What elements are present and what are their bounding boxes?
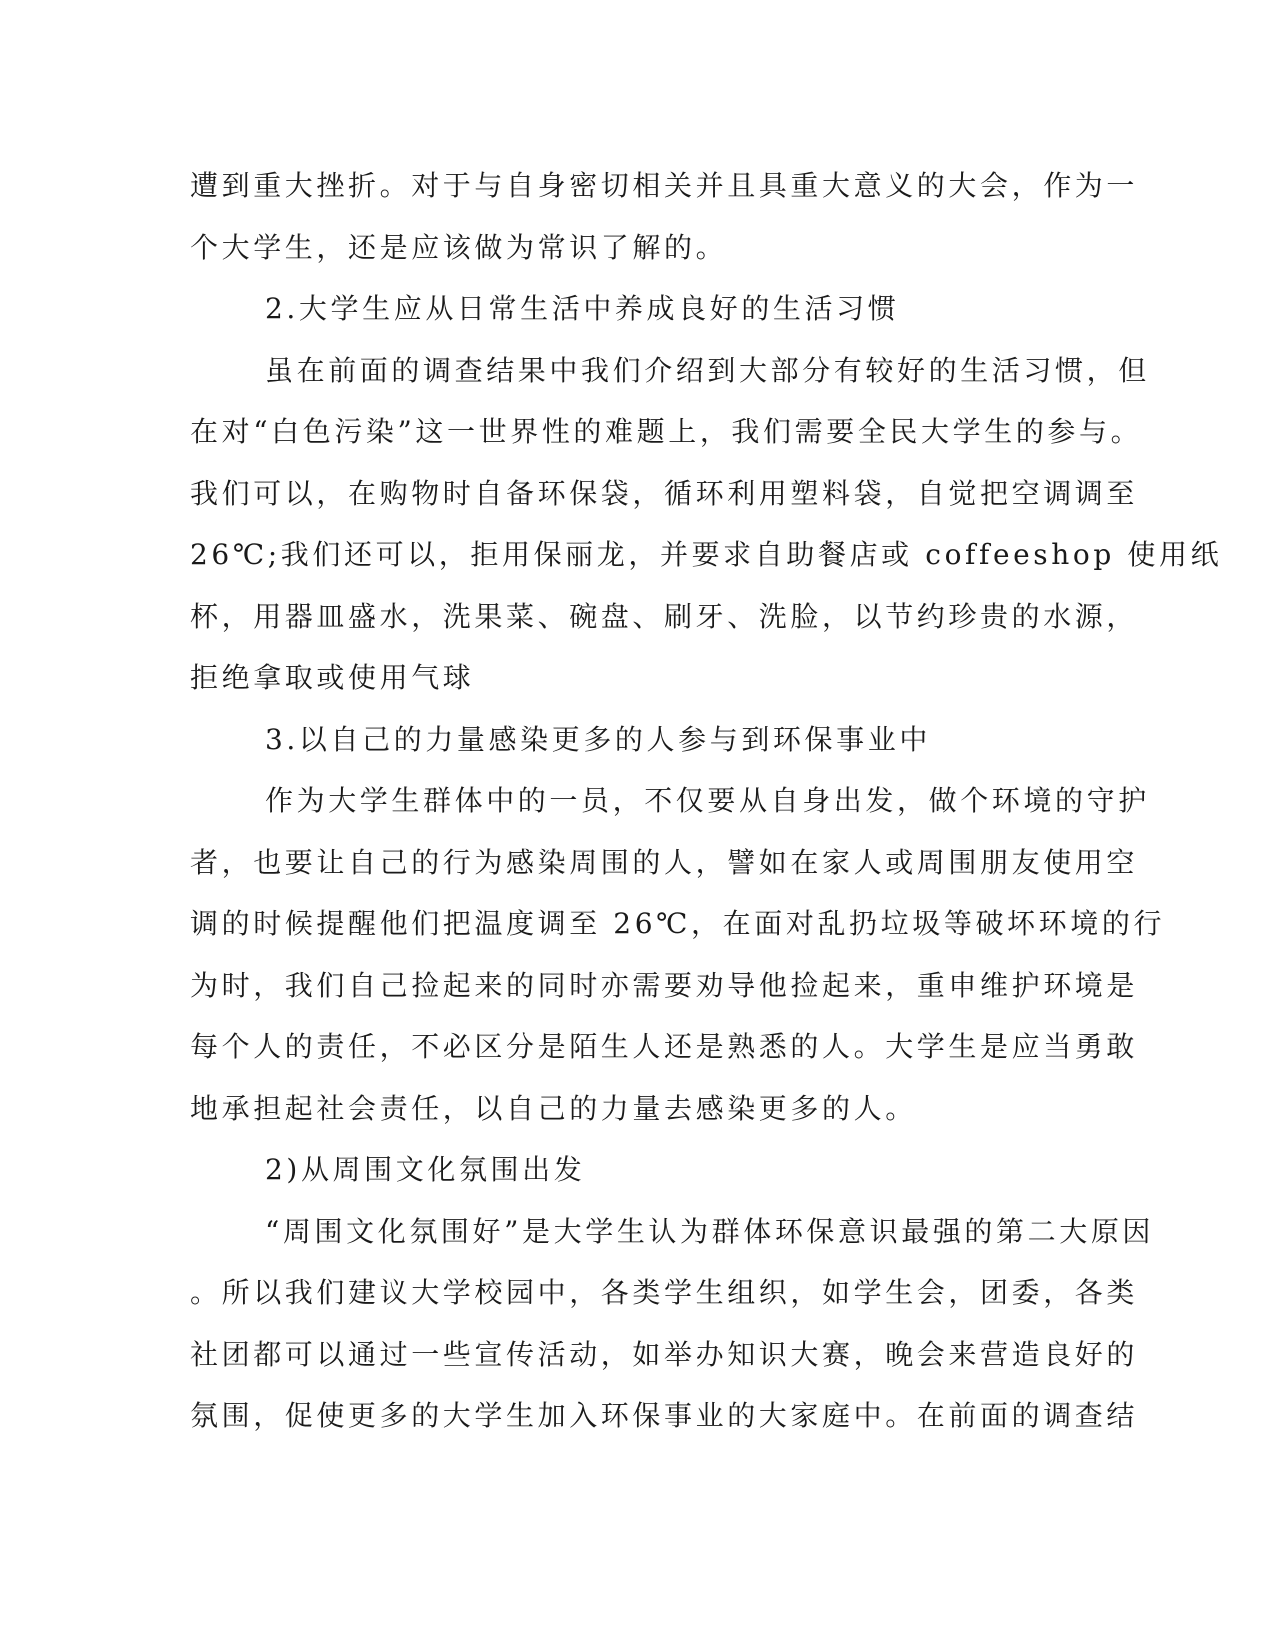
paragraph-start: 作为大学生群体中的一员，不仅要从自身出发，做个环境的守护 <box>265 784 1150 817</box>
text-line: 氛围，促使更多的大学生加入环保事业的大家庭中。在前面的调查结 <box>190 1399 1139 1432</box>
section-heading: 2)从周围文化氛围出发 <box>265 1153 586 1186</box>
text-line: 社团都可以通过一些宣传活动，如举办知识大赛，晚会来营造良好的 <box>190 1337 1139 1371</box>
text-line: 每个人的责任，不必区分是陌生人还是熟悉的人。大学生是应当勇敢 <box>190 1030 1139 1063</box>
text-line: 。所以我们建议大学校园中，各类学生组织，如学生会，团委，各类 <box>190 1276 1139 1309</box>
text-line: 个大学生，还是应该做为常识了解的。 <box>190 230 728 264</box>
text-line: 地承担起社会责任，以自己的力量去感染更多的人。 <box>190 1091 917 1125</box>
paragraph-start: 虽在前面的调查结果中我们介绍到大部分有较好的生活习惯，但 <box>265 353 1150 387</box>
text-line: 拒绝拿取或使用气球 <box>190 661 475 694</box>
text-line: 调的时候提醒他们把温度调至 26℃，在面对乱扔垃圾等破坏环境的行 <box>190 907 1166 940</box>
text-line: 在对“白色污染”这一世界性的难题上，我们需要全民大学生的参与。 <box>190 415 1143 448</box>
text-line: 杯，用器皿盛水，洗果菜、碗盘、刷牙、洗脸，以节约珍贵的水源， <box>190 599 1139 633</box>
text-line: 遭到重大挫折。对于与自身密切相关并且具重大意义的大会，作为一 <box>190 169 1139 202</box>
section-heading: 3.以自己的力量感染更多的人参与到环保事业中 <box>265 722 931 756</box>
paragraph-start: “周围文化氛围好”是大学生认为群体环保意识最强的第二大原因 <box>265 1214 1155 1248</box>
text-line: 者，也要让自己的行为感染周围的人，譬如在家人或周围朋友使用空 <box>190 845 1139 879</box>
section-heading: 2.大学生应从日常生活中养成良好的生活习惯 <box>265 292 900 325</box>
text-line: 26℃;我们还可以，拒用保丽龙，并要求自助餐店或 coffeeshop 使用纸 <box>190 538 1223 571</box>
document-body <box>190 155 1223 1447</box>
text-line: 为时，我们自己捡起来的同时亦需要劝导他捡起来，重申维护环境是 <box>190 968 1139 1002</box>
text-line: 我们可以，在购物时自备环保袋，循环利用塑料袋，自觉把空调调至 <box>190 476 1139 510</box>
